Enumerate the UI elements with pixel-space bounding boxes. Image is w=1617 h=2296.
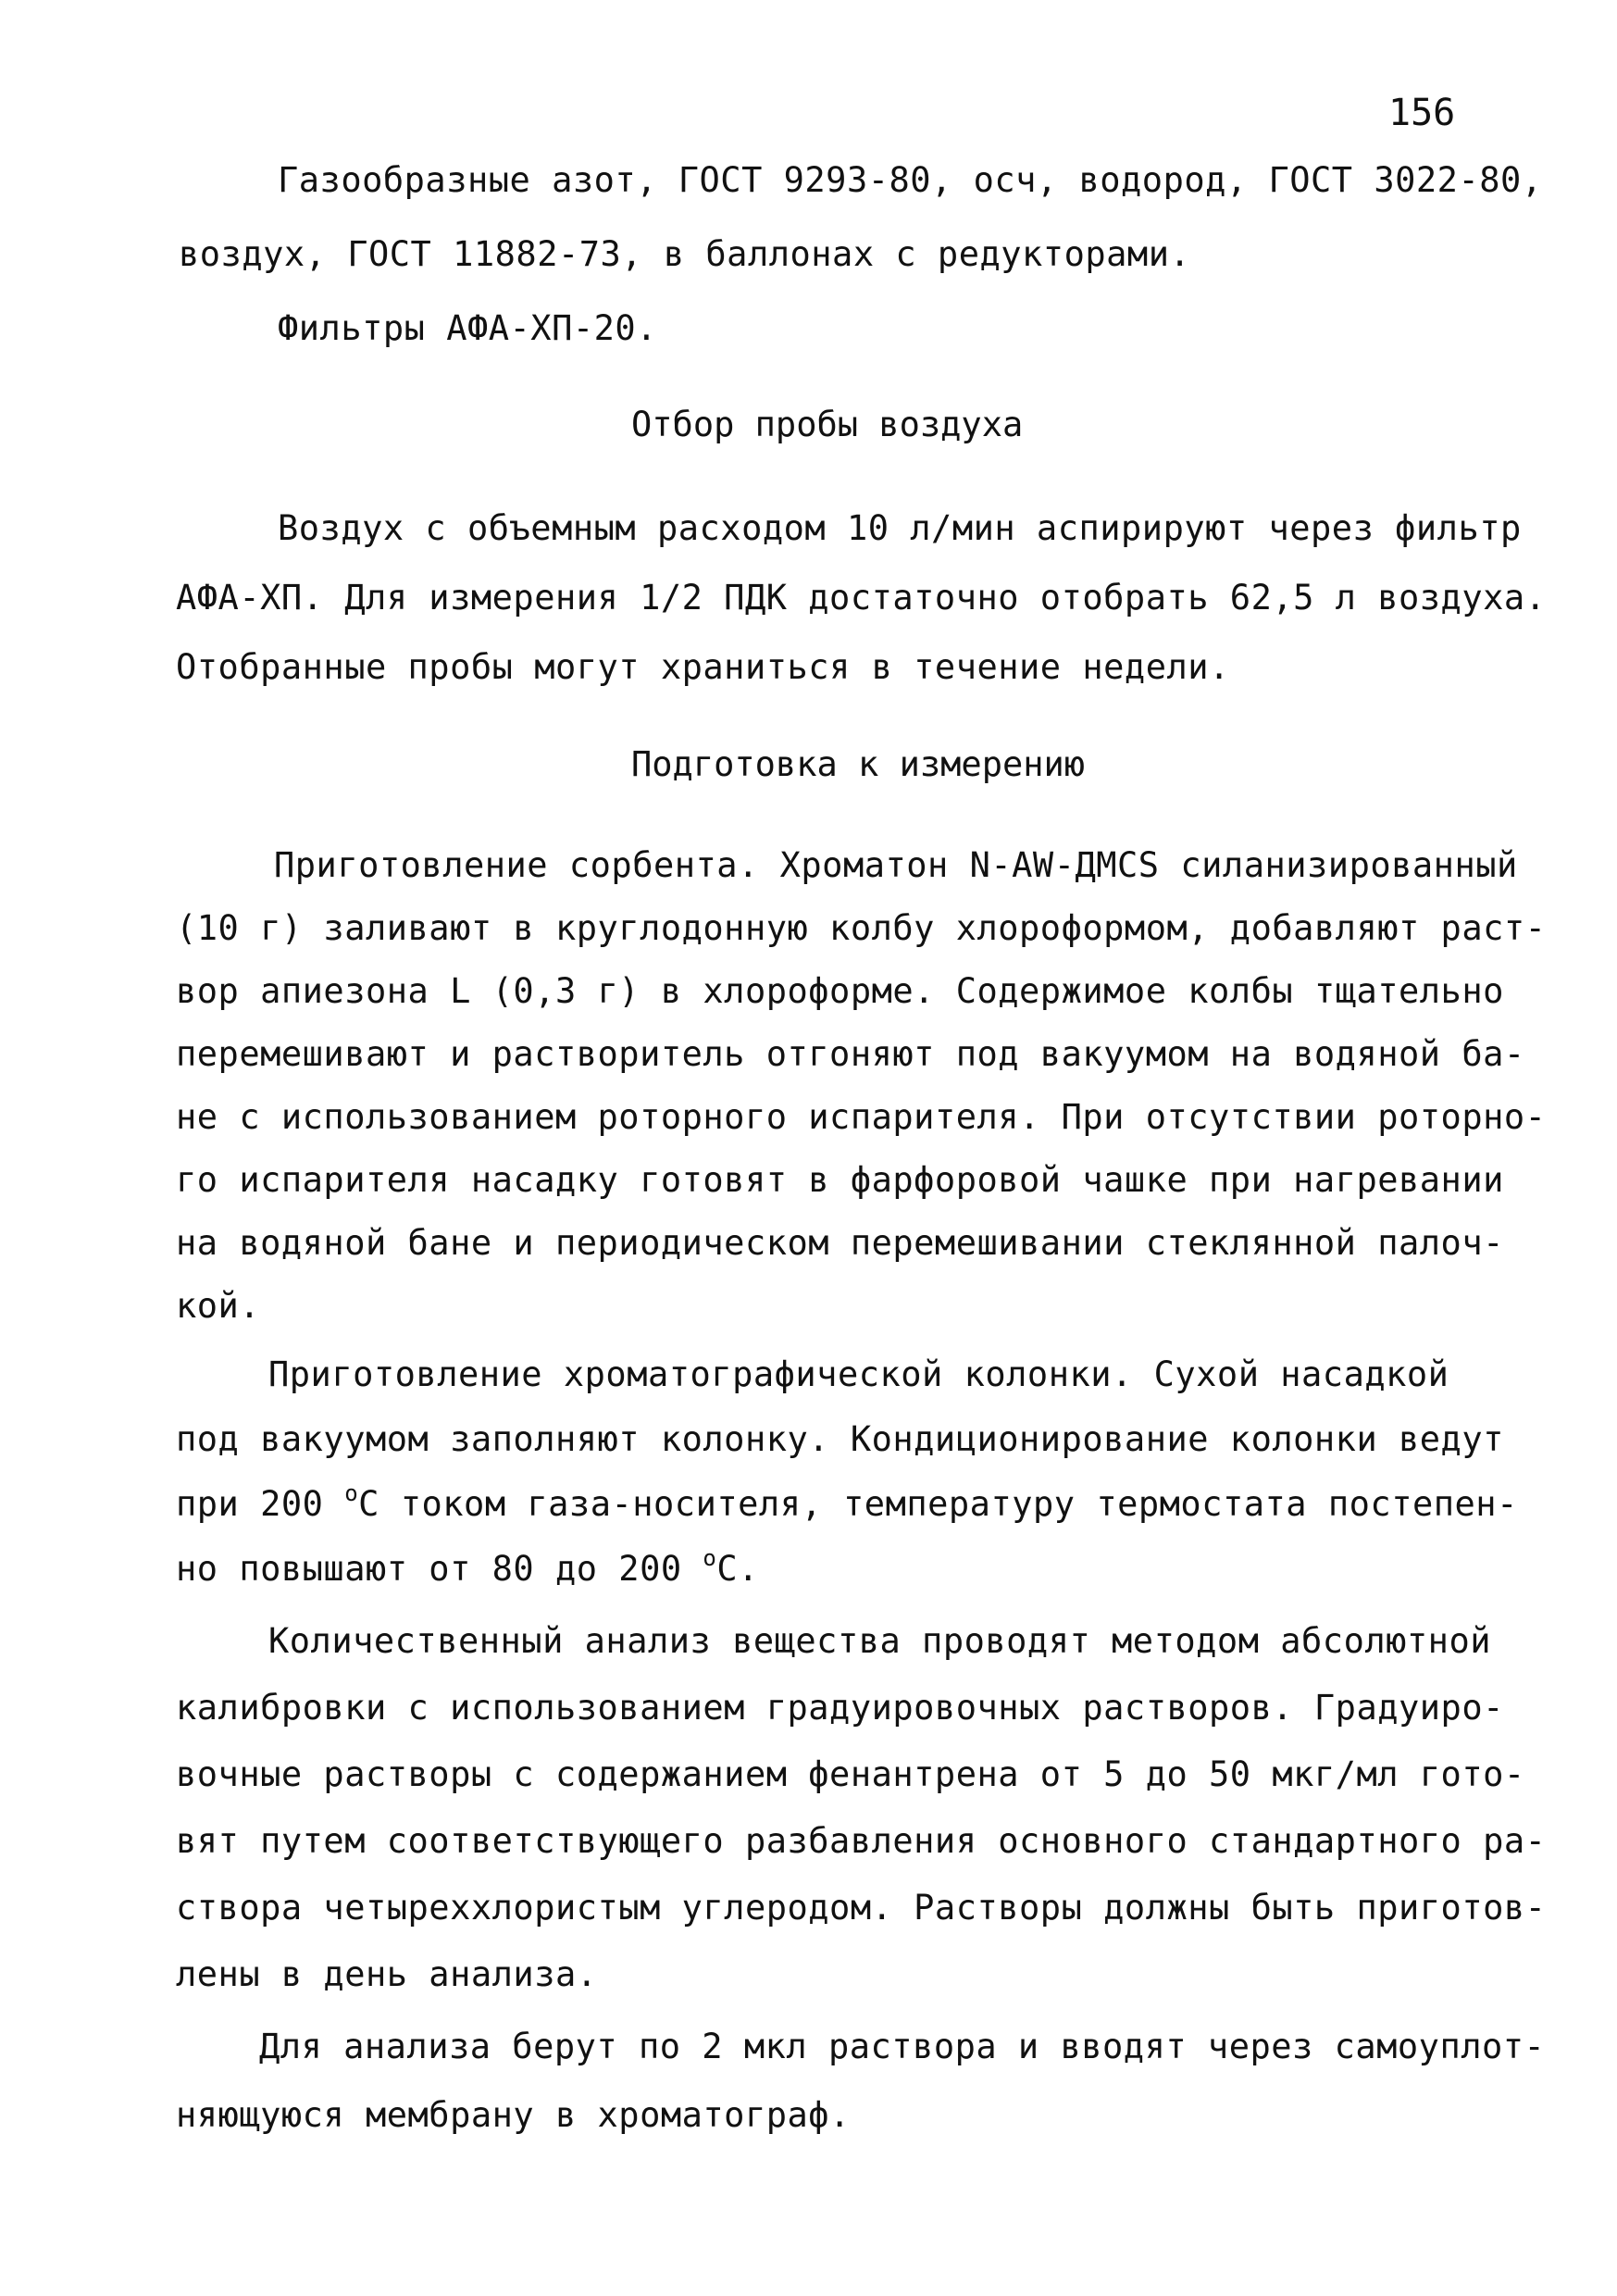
text-line: створа четыреххлористым углеродом. Растворы должны быть приготов-: [176, 1888, 1547, 1928]
text-line: Количественный анализ вещества проводят методом абсолютной: [268, 1621, 1492, 1661]
text-line: Воздух с объемным расходом 10 л/мин аспирируют через фильтр: [278, 508, 1522, 548]
text-line: Отобранные пробы могут храниться в течение недели.: [176, 647, 1230, 687]
text-line: воздух, ГОСТ 11882-73, в баллонах с редукторами.: [179, 234, 1191, 274]
text-line: Для анализа берут по 2 мкл раствора и вводят через самоуплот-: [259, 2027, 1546, 2066]
text-line-with-superscript: [176, 1480, 1518, 1526]
text-line: кой.: [176, 1286, 261, 1326]
text-line: под вакуумом заполняют колонку. Кондиционирование колонки ведут: [176, 1419, 1504, 1459]
text-line-with-superscript: [176, 1545, 759, 1591]
text-line: на водяной бане и периодическом перемешивании стеклянной палоч-: [176, 1223, 1504, 1263]
text-line: (10 г) заливают в круглодонную колбу хлороформом, добавляют раст-: [176, 908, 1547, 948]
text-line: Фильтры АФА-ХП-20.: [278, 308, 657, 348]
text-fragment: но повышают от 80 до 200: [176, 1549, 703, 1589]
text-line: не с использованием роторного испарителя. При отсутствии роторно-: [176, 1097, 1547, 1137]
text-line: няющуюся мембрану в хроматограф.: [176, 2095, 851, 2135]
text-line: Приготовление хроматографической колонки. Сухой насадкой: [268, 1354, 1449, 1394]
text-line: вор апиезона L (0,3 г) в хлороформе. Содержимое колбы тщательно: [176, 971, 1504, 1011]
text-fragment: С током газа-носителя, температуру термостата постепен-: [358, 1484, 1518, 1524]
section-heading: Подготовка к измерению: [631, 744, 1086, 784]
text-line: лены в день анализа.: [176, 1954, 598, 1994]
section-heading: Отбор пробы воздуха: [631, 405, 1024, 444]
text-line: Приготовление сорбента. Хроматон N-AW-ДМСS силанизированный: [274, 845, 1518, 885]
text-line: го испарителя насадку готовят в фарфоровой чашке при нагревании: [176, 1160, 1504, 1200]
text-line: калибровки с использованием градуировочных растворов. Градуиро-: [176, 1688, 1504, 1728]
text-line: вочные растворы с содержанием фенантрена от 5 до 50 мкг/мл гото-: [176, 1754, 1525, 1794]
degree-superscript: о: [344, 1480, 359, 1506]
text-fragment: при 200: [176, 1484, 345, 1524]
page-number: 156: [1388, 92, 1456, 134]
degree-superscript: о: [703, 1545, 717, 1571]
text-line: вят путем соответствующего разбавления основного стандартного ра-: [176, 1821, 1547, 1861]
text-line: АФА-ХП. Для измерения 1/2 ПДК достаточно отобрать 62,5 л воздуха.: [176, 578, 1547, 618]
text-line: Газообразные азот, ГОСТ 9293-80, осч, водород, ГОСТ 3022-80,: [278, 160, 1543, 200]
text-line: перемешивают и растворитель отгоняют под вакуумом на водяной ба-: [176, 1034, 1525, 1074]
text-fragment: С.: [716, 1549, 759, 1589]
